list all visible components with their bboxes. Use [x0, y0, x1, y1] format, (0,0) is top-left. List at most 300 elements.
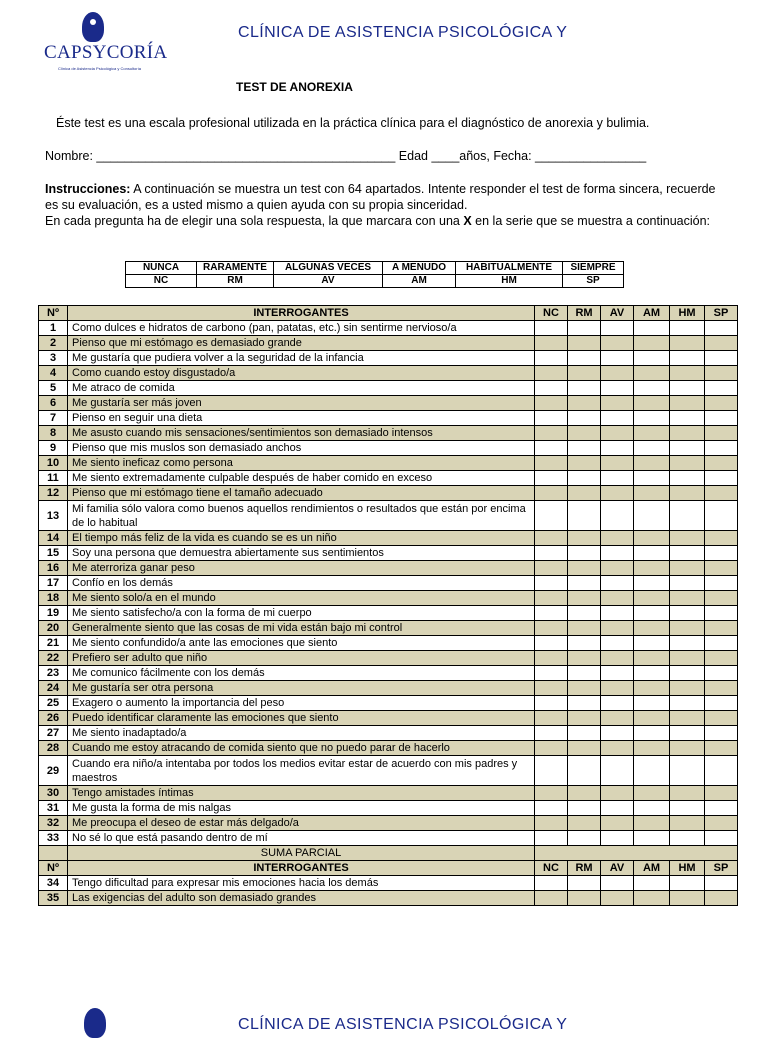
answer-cell-nc[interactable] — [535, 831, 568, 846]
answer-cell-am[interactable] — [634, 441, 670, 456]
answer-cell-hm[interactable] — [670, 636, 705, 651]
answer-cell-am[interactable] — [634, 621, 670, 636]
table-row — [39, 606, 738, 621]
answer-cell-hm[interactable] — [670, 366, 705, 381]
answer-cell-rm[interactable] — [568, 531, 601, 546]
question-number: 34 — [39, 876, 68, 891]
logo-tagline: Clínica de Asistencia Psicológica y Consultoría — [58, 66, 141, 71]
answer-cell-rm[interactable] — [568, 426, 601, 441]
scale-code: SP — [563, 275, 624, 288]
answer-cell-nc[interactable] — [535, 591, 568, 606]
answer-cell-rm[interactable] — [568, 696, 601, 711]
answer-cell-hm[interactable] — [670, 696, 705, 711]
header-answer-hm: HM — [670, 306, 705, 321]
answer-cell-am[interactable] — [634, 486, 670, 501]
answer-cell-hm[interactable] — [670, 381, 705, 396]
answer-cell-av[interactable] — [601, 471, 634, 486]
answer-cell-hm[interactable] — [670, 831, 705, 846]
answer-cell-hm[interactable] — [670, 606, 705, 621]
instructions-text-2: En cada pregunta ha de elegir una sola respuesta, la que marcara con una — [45, 214, 464, 228]
answer-cell-am[interactable] — [634, 366, 670, 381]
answer-cell-am[interactable] — [634, 411, 670, 426]
answer-cell-rm[interactable] — [568, 456, 601, 471]
answer-cell-am[interactable] — [634, 321, 670, 336]
answer-cell-sp[interactable] — [705, 681, 738, 696]
answer-cell-rm[interactable] — [568, 606, 601, 621]
answer-cell-am[interactable] — [634, 471, 670, 486]
answer-cell-sp[interactable] — [705, 501, 738, 531]
question-number: 15 — [39, 546, 68, 561]
answer-cell-nc[interactable] — [535, 456, 568, 471]
answer-cell-nc[interactable] — [535, 606, 568, 621]
answer-cell-nc[interactable] — [535, 801, 568, 816]
answer-cell-av[interactable] — [601, 891, 634, 906]
answer-cell-rm[interactable] — [568, 726, 601, 741]
answer-cell-hm[interactable] — [670, 396, 705, 411]
answer-cell-sp[interactable] — [705, 381, 738, 396]
answer-cell-hm[interactable] — [670, 756, 705, 786]
answer-cell-rm[interactable] — [568, 411, 601, 426]
answer-cell-av[interactable] — [601, 591, 634, 606]
answer-cell-nc[interactable] — [535, 756, 568, 786]
table-row — [39, 366, 738, 381]
answer-cell-hm[interactable] — [670, 411, 705, 426]
table-row — [39, 531, 738, 546]
answer-cell-hm[interactable] — [670, 576, 705, 591]
answer-cell-av[interactable] — [601, 396, 634, 411]
answer-cell-rm[interactable] — [568, 891, 601, 906]
question-text: Me siento extremadamente culpable después de haber comido en exceso — [68, 471, 535, 486]
answer-cell-nc[interactable] — [535, 816, 568, 831]
answer-cell-hm[interactable] — [670, 711, 705, 726]
question-text: Me siento ineficaz como persona — [68, 456, 535, 471]
answer-cell-hm[interactable] — [670, 351, 705, 366]
answer-cell-hm[interactable] — [670, 546, 705, 561]
table-row — [39, 561, 738, 576]
answer-cell-sp[interactable] — [705, 636, 738, 651]
question-number: 9 — [39, 441, 68, 456]
answer-cell-sp[interactable] — [705, 321, 738, 336]
answer-cell-rm[interactable] — [568, 501, 601, 531]
answer-cell-rm[interactable] — [568, 486, 601, 501]
header-answer-sp: SP — [705, 861, 738, 876]
answer-cell-rm[interactable] — [568, 831, 601, 846]
table-row — [39, 396, 738, 411]
question-text: Confío en los demás — [68, 576, 535, 591]
answer-cell-av[interactable] — [601, 366, 634, 381]
next-page-header — [70, 1004, 768, 1034]
table-row — [39, 636, 738, 651]
answer-cell-am[interactable] — [634, 456, 670, 471]
answer-cell-av[interactable] — [601, 636, 634, 651]
answer-cell-am[interactable] — [634, 576, 670, 591]
question-text: Me asusto cuando mis sensaciones/sentimientos son demasiado intensos — [68, 426, 535, 441]
table-row — [39, 576, 738, 591]
answer-cell-sp[interactable] — [705, 336, 738, 351]
question-text: Me comunico fácilmente con los demás — [68, 666, 535, 681]
question-text: Me gustaría ser otra persona — [68, 681, 535, 696]
table-row — [39, 441, 738, 456]
answer-cell-hm[interactable] — [670, 591, 705, 606]
question-number: 4 — [39, 366, 68, 381]
answer-cell-rm[interactable] — [568, 636, 601, 651]
answer-cell-rm[interactable] — [568, 441, 601, 456]
question-number: 21 — [39, 636, 68, 651]
answer-cell-sp[interactable] — [705, 711, 738, 726]
name-age-date-line: Nombre: ___________________________________________ Edad ____años, Fecha: ________________ — [45, 149, 647, 163]
answer-cell-sp[interactable] — [705, 816, 738, 831]
intro-text: Éste test es una escala profesional utilizada en la práctica clínica para el diagnóstico de anorexia y bulimia. — [56, 116, 650, 130]
answer-cell-sp[interactable] — [705, 426, 738, 441]
answer-cell-av[interactable] — [601, 486, 634, 501]
answer-cell-hm[interactable] — [670, 471, 705, 486]
answer-cell-rm[interactable] — [568, 681, 601, 696]
answer-cell-rm[interactable] — [568, 336, 601, 351]
answer-cell-sp[interactable] — [705, 546, 738, 561]
answer-cell-hm[interactable] — [670, 621, 705, 636]
answer-cell-sp[interactable] — [705, 801, 738, 816]
answer-cell-am[interactable] — [634, 636, 670, 651]
answer-cell-rm[interactable] — [568, 546, 601, 561]
answer-cell-nc[interactable] — [535, 366, 568, 381]
answer-cell-hm[interactable] — [670, 741, 705, 756]
answer-cell-rm[interactable] — [568, 621, 601, 636]
answer-cell-nc[interactable] — [535, 786, 568, 801]
answer-cell-av[interactable] — [601, 546, 634, 561]
answer-cell-nc[interactable] — [535, 621, 568, 636]
answer-cell-rm[interactable] — [568, 351, 601, 366]
answer-cell-rm[interactable] — [568, 816, 601, 831]
response-scale-table — [125, 261, 624, 288]
answer-cell-sp[interactable] — [705, 396, 738, 411]
answer-cell-av[interactable] — [601, 876, 634, 891]
answer-cell-rm[interactable] — [568, 666, 601, 681]
answer-cell-rm[interactable] — [568, 576, 601, 591]
answer-cell-am[interactable] — [634, 501, 670, 531]
answer-cell-av[interactable] — [601, 681, 634, 696]
answer-cell-hm[interactable] — [670, 561, 705, 576]
answer-cell-av[interactable] — [601, 711, 634, 726]
answer-cell-av[interactable] — [601, 741, 634, 756]
answer-cell-nc[interactable] — [535, 576, 568, 591]
header-questions: INTERROGANTES — [68, 861, 535, 876]
answer-cell-am[interactable] — [634, 531, 670, 546]
answer-cell-av[interactable] — [601, 336, 634, 351]
answer-cell-am[interactable] — [634, 381, 670, 396]
question-text: Exagero o aumento la importancia del peso — [68, 696, 535, 711]
answer-cell-nc[interactable] — [535, 666, 568, 681]
answer-cell-nc[interactable] — [535, 636, 568, 651]
answer-cell-hm[interactable] — [670, 876, 705, 891]
instructions-text-1: A continuación se muestra un test con 64 apartados. Intente responder el test de forma sincera, recuerde es su evaluación, es a usted mismo a quien ayuda con su propia sinceridad. — [45, 182, 716, 212]
question-number: 11 — [39, 471, 68, 486]
answer-cell-av[interactable] — [601, 411, 634, 426]
header-answer-hm: HM — [670, 861, 705, 876]
answer-cell-rm[interactable] — [568, 741, 601, 756]
question-text: Cuando era niño/a intentaba por todos los medios evitar estar de acuerdo con mis padres y maestros — [68, 756, 535, 786]
answer-cell-rm[interactable] — [568, 711, 601, 726]
question-text: Como cuando estoy disgustado/a — [68, 366, 535, 381]
question-number: 19 — [39, 606, 68, 621]
answer-cell-am[interactable] — [634, 336, 670, 351]
answer-cell-sp[interactable] — [705, 486, 738, 501]
answer-cell-am[interactable] — [634, 876, 670, 891]
answer-cell-av[interactable] — [601, 321, 634, 336]
clinic-logo — [44, 12, 194, 74]
answer-cell-sp[interactable] — [705, 786, 738, 801]
answer-cell-sp[interactable] — [705, 606, 738, 621]
answer-cell-hm[interactable] — [670, 726, 705, 741]
answer-cell-am[interactable] — [634, 426, 670, 441]
answer-cell-av[interactable] — [601, 726, 634, 741]
answer-cell-av[interactable] — [601, 696, 634, 711]
answer-cell-am[interactable] — [634, 891, 670, 906]
subtotal-row — [39, 846, 738, 861]
question-number: 7 — [39, 411, 68, 426]
subtotal-label: SUMA PARCIAL — [68, 846, 535, 861]
answer-cell-am[interactable] — [634, 666, 670, 681]
answer-cell-sp[interactable] — [705, 891, 738, 906]
answer-cell-am[interactable] — [634, 681, 670, 696]
answer-cell-rm[interactable] — [568, 876, 601, 891]
answer-cell-am[interactable] — [634, 651, 670, 666]
answer-cell-hm[interactable] — [670, 666, 705, 681]
answer-cell-am[interactable] — [634, 801, 670, 816]
table-header-row — [39, 306, 738, 321]
table-row — [39, 321, 738, 336]
table-row — [39, 336, 738, 351]
question-number: 23 — [39, 666, 68, 681]
answer-cell-hm[interactable] — [670, 681, 705, 696]
answer-cell-av[interactable] — [601, 501, 634, 531]
answer-cell-hm[interactable] — [670, 816, 705, 831]
answer-cell-nc[interactable] — [535, 711, 568, 726]
answer-cell-av[interactable] — [601, 756, 634, 786]
answer-cell-hm[interactable] — [670, 891, 705, 906]
question-text: Me siento inadaptado/a — [68, 726, 535, 741]
answer-cell-am[interactable] — [634, 546, 670, 561]
answer-cell-hm[interactable] — [670, 501, 705, 531]
answer-cell-sp[interactable] — [705, 666, 738, 681]
question-number: 1 — [39, 321, 68, 336]
answer-cell-hm[interactable] — [670, 426, 705, 441]
question-number: 26 — [39, 711, 68, 726]
answer-cell-rm[interactable] — [568, 801, 601, 816]
question-text: Me gusta la forma de mis nalgas — [68, 801, 535, 816]
answer-cell-sp[interactable] — [705, 456, 738, 471]
answer-cell-av[interactable] — [601, 456, 634, 471]
header-answer-am: AM — [634, 861, 670, 876]
answer-cell-rm[interactable] — [568, 561, 601, 576]
answer-cell-av[interactable] — [601, 651, 634, 666]
answer-cell-am[interactable] — [634, 741, 670, 756]
answer-cell-nc[interactable] — [535, 726, 568, 741]
answer-cell-nc[interactable] — [535, 396, 568, 411]
answer-cell-sp[interactable] — [705, 441, 738, 456]
answer-cell-rm[interactable] — [568, 381, 601, 396]
answer-cell-av[interactable] — [601, 531, 634, 546]
question-number: 20 — [39, 621, 68, 636]
subtotal-spacer — [39, 846, 68, 861]
question-number: 10 — [39, 456, 68, 471]
question-text: Pienso que mi estómago es demasiado grande — [68, 336, 535, 351]
answer-cell-rm[interactable] — [568, 651, 601, 666]
answer-cell-sp[interactable] — [705, 741, 738, 756]
table-header-row — [39, 861, 738, 876]
answer-cell-nc[interactable] — [535, 681, 568, 696]
logo-wordmark: CAPSYCORÍA — [44, 42, 168, 63]
subtotal-value[interactable] — [535, 846, 738, 861]
answer-cell-av[interactable] — [601, 621, 634, 636]
question-number: 16 — [39, 561, 68, 576]
answer-cell-am[interactable] — [634, 396, 670, 411]
question-text: Me siento confundido/a ante las emociones que siento — [68, 636, 535, 651]
answer-cell-am[interactable] — [634, 696, 670, 711]
answer-cell-hm[interactable] — [670, 336, 705, 351]
answer-cell-rm[interactable] — [568, 321, 601, 336]
answer-cell-nc[interactable] — [535, 381, 568, 396]
question-number: 27 — [39, 726, 68, 741]
answer-cell-sp[interactable] — [705, 351, 738, 366]
answer-cell-am[interactable] — [634, 711, 670, 726]
answer-cell-nc[interactable] — [535, 531, 568, 546]
answer-cell-nc[interactable] — [535, 876, 568, 891]
table-row — [39, 411, 738, 426]
answer-cell-nc[interactable] — [535, 651, 568, 666]
answer-cell-am[interactable] — [634, 591, 670, 606]
answer-cell-am[interactable] — [634, 786, 670, 801]
answer-cell-sp[interactable] — [705, 576, 738, 591]
answer-cell-hm[interactable] — [670, 321, 705, 336]
question-number: 14 — [39, 531, 68, 546]
answer-cell-sp[interactable] — [705, 696, 738, 711]
scale-label: ALGUNAS VECES — [274, 262, 383, 275]
answer-cell-nc[interactable] — [535, 321, 568, 336]
answer-cell-sp[interactable] — [705, 471, 738, 486]
answer-cell-sp[interactable] — [705, 876, 738, 891]
header-answer-rm: RM — [568, 861, 601, 876]
answer-cell-nc[interactable] — [535, 426, 568, 441]
table-row — [39, 786, 738, 801]
answer-cell-av[interactable] — [601, 351, 634, 366]
answer-cell-hm[interactable] — [670, 531, 705, 546]
answer-cell-av[interactable] — [601, 561, 634, 576]
question-text: Como dulces e hidratos de carbono (pan, patatas, etc.) sin sentirme nervioso/a — [68, 321, 535, 336]
table-row — [39, 816, 738, 831]
instructions-label: Instrucciones: — [45, 182, 131, 196]
header-answer-sp: SP — [705, 306, 738, 321]
table-row — [39, 351, 738, 366]
table-row — [39, 591, 738, 606]
header-number: Nº — [39, 861, 68, 876]
answer-cell-nc[interactable] — [535, 741, 568, 756]
answer-cell-av[interactable] — [601, 441, 634, 456]
answer-cell-am[interactable] — [634, 606, 670, 621]
answer-cell-av[interactable] — [601, 606, 634, 621]
answer-cell-am[interactable] — [634, 816, 670, 831]
answer-cell-hm[interactable] — [670, 786, 705, 801]
question-number: 24 — [39, 681, 68, 696]
answer-cell-nc[interactable] — [535, 471, 568, 486]
question-number: 25 — [39, 696, 68, 711]
question-text: Tengo dificultad para expresar mis emociones hacia los demás — [68, 876, 535, 891]
table-row — [39, 756, 738, 786]
answer-cell-am[interactable] — [634, 351, 670, 366]
answer-cell-am[interactable] — [634, 831, 670, 846]
table-row — [39, 426, 738, 441]
answer-cell-av[interactable] — [601, 816, 634, 831]
answer-cell-sp[interactable] — [705, 591, 738, 606]
answer-cell-sp[interactable] — [705, 831, 738, 846]
answer-cell-av[interactable] — [601, 381, 634, 396]
answer-cell-nc[interactable] — [535, 501, 568, 531]
answer-cell-av[interactable] — [601, 801, 634, 816]
instructions — [45, 181, 725, 229]
answer-cell-hm[interactable] — [670, 651, 705, 666]
answer-cell-av[interactable] — [601, 831, 634, 846]
answer-cell-sp[interactable] — [705, 531, 738, 546]
answer-cell-nc[interactable] — [535, 336, 568, 351]
answer-cell-sp[interactable] — [705, 726, 738, 741]
answer-cell-av[interactable] — [601, 786, 634, 801]
answer-cell-rm[interactable] — [568, 591, 601, 606]
answer-cell-rm[interactable] — [568, 471, 601, 486]
answer-cell-av[interactable] — [601, 576, 634, 591]
answer-cell-nc[interactable] — [535, 891, 568, 906]
answer-cell-rm[interactable] — [568, 366, 601, 381]
question-text: Puedo identificar claramente las emociones que siento — [68, 711, 535, 726]
table-row — [39, 381, 738, 396]
question-number: 29 — [39, 756, 68, 786]
answer-cell-sp[interactable] — [705, 366, 738, 381]
answer-cell-nc[interactable] — [535, 486, 568, 501]
answer-cell-am[interactable] — [634, 561, 670, 576]
answer-cell-sp[interactable] — [705, 561, 738, 576]
answer-cell-hm[interactable] — [670, 456, 705, 471]
answer-cell-am[interactable] — [634, 756, 670, 786]
answer-cell-nc[interactable] — [535, 546, 568, 561]
answer-cell-av[interactable] — [601, 426, 634, 441]
answer-cell-hm[interactable] — [670, 441, 705, 456]
scale-labels-row — [126, 262, 624, 275]
question-text: Me siento solo/a en el mundo — [68, 591, 535, 606]
answer-cell-nc[interactable] — [535, 351, 568, 366]
answer-cell-nc[interactable] — [535, 561, 568, 576]
answer-cell-av[interactable] — [601, 666, 634, 681]
answer-cell-hm[interactable] — [670, 801, 705, 816]
answer-cell-nc[interactable] — [535, 696, 568, 711]
answer-cell-rm[interactable] — [568, 756, 601, 786]
answer-cell-am[interactable] — [634, 726, 670, 741]
question-number: 35 — [39, 891, 68, 906]
answer-cell-sp[interactable] — [705, 621, 738, 636]
header-answer-av: AV — [601, 306, 634, 321]
question-text: Soy una persona que demuestra abiertamente sus sentimientos — [68, 546, 535, 561]
answer-cell-rm[interactable] — [568, 786, 601, 801]
answer-cell-rm[interactable] — [568, 396, 601, 411]
scale-code: AV — [274, 275, 383, 288]
answer-cell-sp[interactable] — [705, 651, 738, 666]
answer-cell-hm[interactable] — [670, 486, 705, 501]
question-number: 12 — [39, 486, 68, 501]
question-number: 5 — [39, 381, 68, 396]
header-questions: INTERROGANTES — [68, 306, 535, 321]
question-text: Pienso que mis muslos son demasiado anchos — [68, 441, 535, 456]
answer-cell-sp[interactable] — [705, 756, 738, 786]
answer-cell-sp[interactable] — [705, 411, 738, 426]
answer-cell-nc[interactable] — [535, 411, 568, 426]
answer-cell-nc[interactable] — [535, 441, 568, 456]
